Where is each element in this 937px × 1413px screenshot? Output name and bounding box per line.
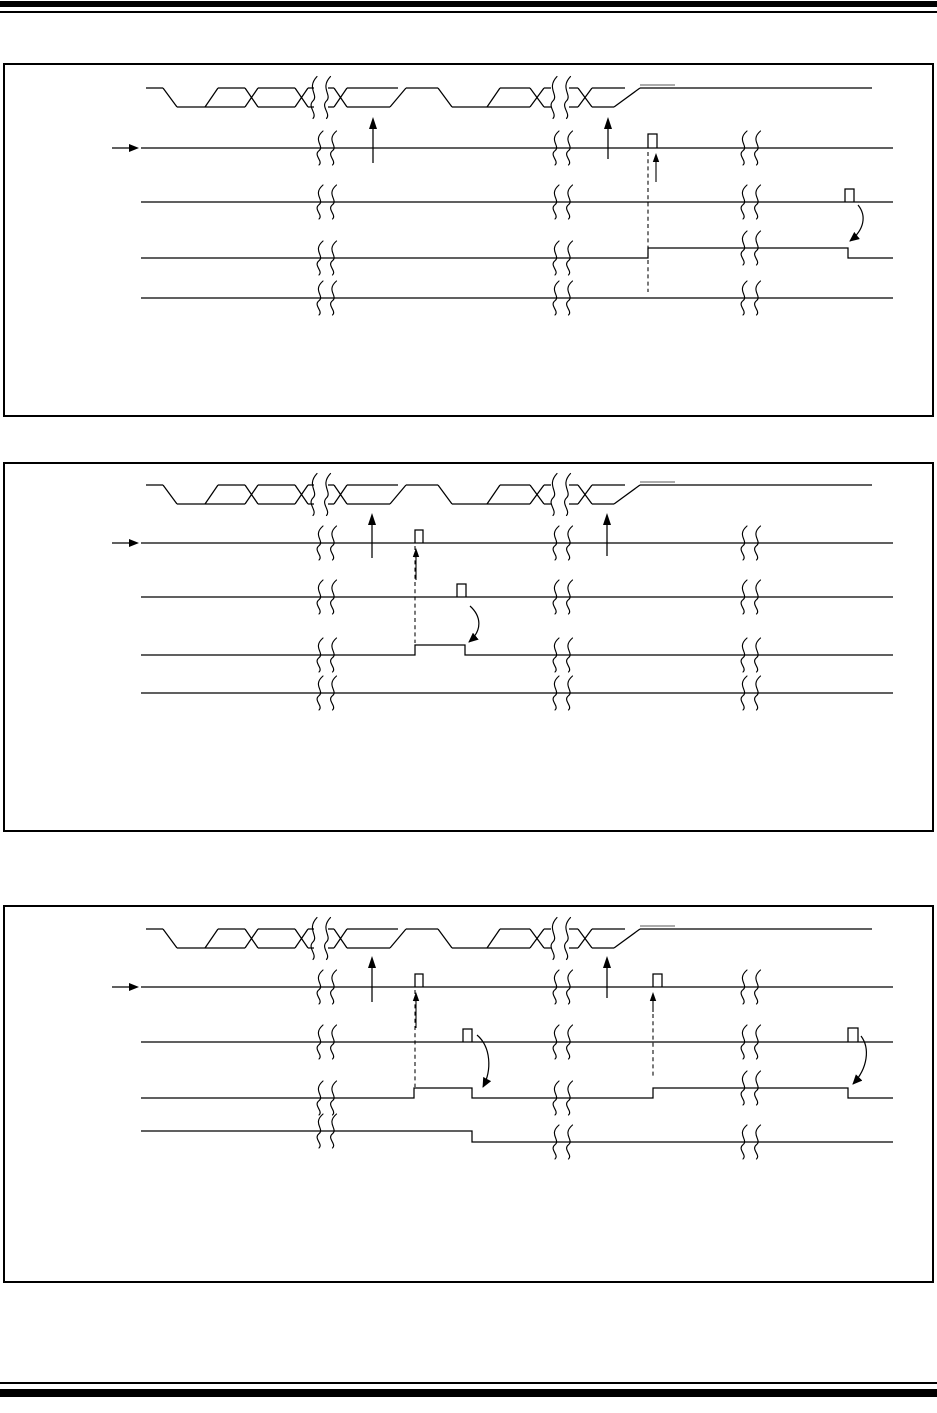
pulse: [653, 974, 662, 987]
sample-up-arrow-icon: [368, 956, 376, 1002]
curved-arrow-icon: [853, 1036, 866, 1084]
signal-row-4: [141, 281, 893, 315]
small-up-arrow-icon: [650, 992, 656, 1012]
signal-row-2: [141, 1025, 893, 1059]
header-rule-thin: [0, 11, 937, 13]
sample-up-arrow-icon: [368, 513, 376, 558]
signal-trace: [141, 645, 893, 655]
signal-row-4: [141, 676, 893, 710]
footer-rule-thin: [0, 1382, 937, 1384]
pulse: [845, 189, 854, 202]
bus-break-mark: [311, 918, 317, 960]
sample-up-arrow-icon: [603, 956, 611, 998]
timing-figure-1: [3, 63, 934, 417]
bus-break-mark: [551, 918, 557, 960]
signal-trace: [141, 248, 893, 258]
timing-figure-2: [3, 462, 934, 832]
pulse: [463, 1029, 472, 1042]
timing-figure-3: [3, 905, 934, 1283]
pulse: [648, 134, 657, 148]
bus-waveform: [146, 918, 872, 960]
signal-row-1: [112, 970, 893, 1004]
pulse: [848, 1028, 858, 1042]
curved-arrow-icon: [850, 205, 863, 241]
bus-break-mark: [565, 77, 571, 119]
input-arrow-icon: [129, 539, 139, 547]
signal-trace: [141, 1088, 893, 1098]
bus-waveform: [146, 474, 872, 516]
pulse: [415, 974, 423, 987]
curved-arrow-icon: [469, 606, 479, 642]
bus-waveform: [146, 77, 872, 119]
signal-row-2: [141, 580, 893, 614]
sample-up-arrow-icon: [369, 117, 377, 163]
timing-figure-1-canvas: [5, 65, 932, 415]
footer-rule-thick: [0, 1389, 937, 1397]
input-arrow-icon: [129, 983, 139, 991]
bus-break-mark: [311, 77, 317, 119]
sample-up-arrow-icon: [603, 513, 611, 556]
signal-row-2: [141, 185, 893, 219]
bus-break-mark: [565, 918, 571, 960]
timing-figure-3-canvas: [5, 907, 932, 1281]
bus-break-mark: [325, 474, 331, 516]
header-rule-thick: [0, 1, 937, 7]
bus-break-mark: [551, 77, 557, 119]
input-arrow-icon: [129, 144, 139, 152]
pulse: [457, 584, 466, 597]
signal-trace: [141, 1131, 893, 1142]
signal-row-3: [141, 1071, 893, 1115]
signal-row-3: [141, 231, 893, 275]
signal-row-4: [141, 1114, 893, 1159]
signal-row-1: [112, 526, 893, 560]
timing-figure-2-canvas: [5, 464, 932, 830]
sample-up-arrow-icon: [604, 117, 612, 159]
small-up-arrow-icon: [653, 153, 659, 182]
bus-break-mark: [311, 474, 317, 516]
bus-break-mark: [551, 474, 557, 516]
small-up-arrow-icon: [413, 548, 419, 580]
bus-break-mark: [325, 77, 331, 119]
signal-row-1: [112, 131, 893, 165]
pulse: [415, 530, 423, 543]
small-up-arrow-icon: [413, 992, 419, 1028]
bus-break-mark: [325, 918, 331, 960]
signal-row-3: [141, 638, 893, 672]
bus-break-mark: [565, 474, 571, 516]
curved-arrow-icon: [477, 1035, 489, 1087]
